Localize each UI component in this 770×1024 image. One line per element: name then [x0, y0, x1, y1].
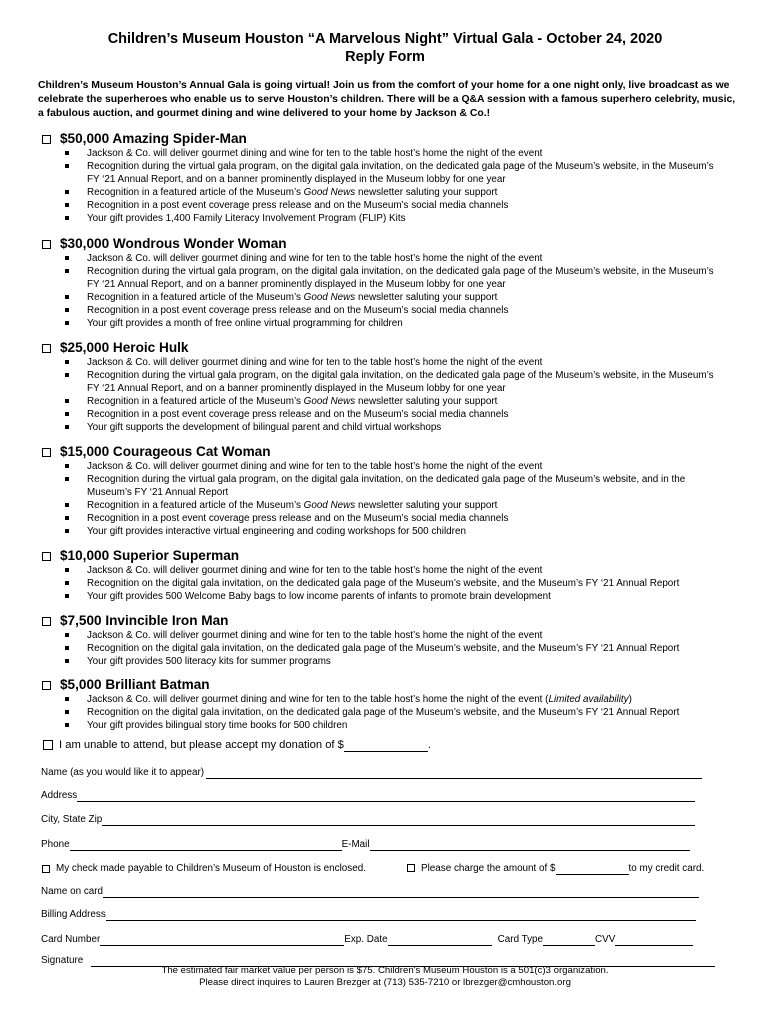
donation-checkbox[interactable]: [43, 740, 53, 750]
list-item: [40, 421, 727, 434]
tier-wonder-woman: [40, 236, 740, 330]
bullet-icon: [65, 190, 69, 194]
check-label: My check made payable to Children’s Museum of Houston is enclosed.: [56, 863, 366, 874]
tier-checkbox[interactable]: [42, 135, 51, 144]
charge-row: [407, 862, 704, 875]
benefit-text: Recognition in a featured article of the Museum’s: [87, 396, 304, 407]
address-field[interactable]: [77, 791, 695, 802]
list-item: [40, 199, 727, 212]
tier-spider-man: [40, 131, 740, 225]
benefit-text: Jackson & Co. will deliver gourmet dining and wine for ten to the table host’s home the night of the event (: [87, 694, 549, 705]
bullet-icon: [65, 425, 69, 429]
city-field[interactable]: [102, 815, 695, 826]
card-row: [41, 933, 693, 946]
benefit-text: Your gift provides 1,400 Family Literacy Involvement Program (FLIP) Kits: [87, 213, 406, 224]
bullet-icon: [65, 308, 69, 312]
name-label: Name (as you would like it to appear): [41, 767, 205, 778]
bullet-icon: [65, 503, 69, 507]
bullet-icon: [65, 464, 69, 468]
list-item: [40, 265, 727, 291]
benefit-text: Recognition during the virtual gala program, on the digital gala invitation, on the dedicated gala page of the Museum’s website, in the Museum’s FY ‘21 Annual Report, and on a banner prominently displayed in the Museum lobby for one year: [87, 161, 714, 185]
phone-label: Phone: [41, 839, 70, 850]
charge-label: Please charge the amount of $: [421, 863, 556, 874]
list-item: [40, 291, 727, 304]
benefit-text: Recognition during the virtual gala program, on the digital gala invitation, on the dedicated gala page of the Museum’s website, in the Museum’s FY ‘21 Annual Report, and on a banner prominently displayed in the Museum lobby for one year: [87, 370, 714, 394]
tier-label: $25,000 Heroic Hulk: [60, 340, 189, 355]
benefit-text: Recognition on the digital gala invitation, on the dedicated gala page of the Museum’s website, and the Museum’s FY ‘21 Annual Report: [87, 578, 680, 589]
tier-benefits-list: [40, 252, 740, 330]
tier-benefits-list: [40, 460, 740, 538]
benefit-text: Recognition in a featured article of the Museum’s: [87, 500, 304, 511]
list-item: [40, 317, 727, 330]
tier-label: $7,500 Invincible Iron Man: [60, 613, 229, 628]
list-item: [40, 186, 727, 199]
bullet-icon: [65, 659, 69, 663]
list-item: [40, 304, 727, 317]
benefit-text: Recognition on the digital gala invitation, on the dedicated gala page of the Museum’s website, and the Museum’s FY ‘21 Annual Report: [87, 707, 680, 718]
benefit-text: Recognition in a post event coverage press release and on the Museum’s social media channels: [87, 200, 509, 211]
bullet-icon: [65, 723, 69, 727]
name-row: [41, 766, 702, 779]
bullet-icon: [65, 256, 69, 260]
name-on-card-label: Name on card: [41, 886, 104, 897]
list-item: [40, 160, 727, 186]
list-item: [40, 564, 727, 577]
tier-checkbox[interactable]: [42, 552, 51, 561]
list-item: [40, 642, 727, 655]
benefit-text: Recognition during the virtual gala program, on the digital gala invitation, on the dedicated gala page of the Museum’s website, in the Museum’s FY ‘21 Annual Report, and on a banner prominently displayed in the Museum lobby for one year: [87, 266, 714, 290]
benefit-text: Your gift provides interactive virtual engineering and coding workshops for 500 children: [87, 526, 466, 537]
bullet-icon: [65, 321, 69, 325]
tier-label: $50,000 Amazing Spider-Man: [60, 131, 247, 146]
benefit-text: ): [628, 694, 632, 705]
tier-checkbox[interactable]: [42, 448, 51, 457]
donation-label: I am unable to attend, but please accept my donation of $: [59, 739, 344, 751]
newsletter-name: Good News: [303, 500, 356, 511]
charge-checkbox[interactable]: [407, 864, 415, 872]
phone-field[interactable]: [70, 840, 342, 851]
benefit-text: newsletter saluting your support: [355, 500, 498, 511]
exp-date-field[interactable]: [388, 935, 492, 946]
billing-row: [41, 908, 696, 921]
bullet-icon: [65, 477, 69, 481]
benefit-text: Recognition in a post event coverage press release and on the Museum’s social media channels: [87, 409, 509, 420]
card-type-label: Card Type: [497, 934, 544, 945]
check-checkbox[interactable]: [42, 865, 50, 873]
list-item: [40, 460, 727, 473]
list-item: [40, 719, 727, 732]
tier-benefits-list: [40, 564, 740, 603]
tier-benefits-list: [40, 356, 740, 434]
tier-cat-woman: [40, 444, 740, 538]
footer-note-2: Please direct inquires to Lauren Brezger at (713) 535-7210 or lbrezger@cmhouston.org: [199, 977, 571, 988]
bullet-icon: [65, 360, 69, 364]
newsletter-name: Good News: [303, 292, 356, 303]
charge-amount-field[interactable]: [556, 864, 629, 875]
bullet-icon: [65, 373, 69, 377]
bullet-icon: [65, 516, 69, 520]
tier-benefits-list: [40, 147, 740, 225]
city-label: City, State Zip: [41, 814, 103, 825]
benefit-text: Your gift supports the development of bilingual parent and child virtual workshops: [87, 422, 442, 433]
benefit-text: Recognition in a post event coverage press release and on the Museum’s social media channels: [87, 305, 509, 316]
benefit-text: Recognition on the digital gala invitation, on the dedicated gala page of the Museum’s website, and the Museum’s FY ‘21 Annual Report: [87, 643, 680, 654]
bullet-icon: [65, 164, 69, 168]
bullet-icon: [65, 412, 69, 416]
list-item: [40, 395, 727, 408]
benefit-text: Recognition during the virtual gala program, on the digital gala invitation, on the dedicated gala page of the Museum’s website, and in the Museum’s FY ‘21 Annual Report: [87, 474, 686, 498]
bullet-icon: [65, 295, 69, 299]
bullet-icon: [65, 646, 69, 650]
list-item: [40, 473, 727, 499]
list-item: [40, 512, 727, 525]
name-on-card-field[interactable]: [103, 887, 699, 898]
tier-label: $30,000 Wondrous Wonder Woman: [60, 236, 287, 251]
tier-hulk: [40, 340, 740, 434]
tier-checkbox[interactable]: [42, 617, 51, 626]
check-row: [42, 862, 366, 875]
list-item: [40, 525, 727, 538]
tier-superman: [40, 548, 740, 603]
benefit-text: Your gift provides a month of free online virtual programming for children: [87, 318, 403, 329]
benefit-text: Jackson & Co. will deliver gourmet dining and wine for ten to the table host’s home the night of the event: [87, 253, 543, 264]
tier-benefits-list: [40, 629, 740, 668]
benefit-text: newsletter saluting your support: [355, 292, 498, 303]
list-item: [40, 369, 727, 395]
bullet-icon: [65, 151, 69, 155]
card-type-field[interactable]: [543, 935, 595, 946]
list-item: [40, 499, 727, 512]
list-item: [40, 147, 727, 160]
form-title-line2: Reply Form: [345, 49, 425, 65]
bullet-icon: [65, 568, 69, 572]
list-item: [40, 408, 727, 421]
list-item: [40, 706, 727, 719]
list-item: [40, 212, 727, 225]
cvv-field[interactable]: [615, 935, 693, 946]
benefit-text: Recognition in a featured article of the Museum’s: [87, 187, 304, 198]
list-item: [40, 629, 727, 642]
benefit-text: Jackson & Co. will deliver gourmet dining and wine for ten to the table host’s home the night of the event: [87, 148, 543, 159]
bullet-icon: [65, 697, 69, 701]
exp-date-label: Exp. Date: [344, 934, 388, 945]
list-item: [40, 590, 727, 603]
card-number-field[interactable]: [100, 935, 344, 946]
bullet-icon: [65, 710, 69, 714]
charge-suffix: to my credit card.: [628, 863, 705, 874]
benefit-text: Jackson & Co. will deliver gourmet dining and wine for ten to the table host’s home the night of the event: [87, 565, 543, 576]
card-number-label: Card Number: [41, 934, 101, 945]
list-item: [40, 356, 727, 369]
benefit-text: Jackson & Co. will deliver gourmet dining and wine for ten to the table host’s home the night of the event: [87, 461, 543, 472]
phone-row: [41, 838, 690, 851]
address-label: Address: [41, 790, 78, 801]
billing-field[interactable]: [106, 910, 696, 921]
email-label: E-Mail: [341, 839, 370, 850]
benefit-text: Your gift provides 500 literacy kits for summer programs: [87, 656, 331, 667]
address-row: [41, 789, 695, 802]
email-field[interactable]: [370, 840, 690, 851]
benefit-text: Your gift provides 500 Welcome Baby bags to low income parents of infants to promote brain development: [87, 591, 551, 602]
bullet-icon: [65, 399, 69, 403]
list-item: [40, 577, 727, 590]
bullet-icon: [65, 581, 69, 585]
tier-batman: [40, 677, 740, 732]
city-row: [41, 813, 695, 826]
benefit-text: newsletter saluting your support: [355, 187, 498, 198]
intro-paragraph: Children’s Museum Houston’s Annual Gala is going virtual! Join us from the comfort of your home for a one night only, live broadcast as we celebrate the superheroes who enable us to serve Houston’s children. There will be a Q&A session with a famous superhero celebrity, music, a fabulous auction, and gourmet dining and wine delivered to your home by Jackson & Co.!: [38, 80, 736, 119]
newsletter-name: Good News: [303, 396, 356, 407]
newsletter-name: Good News: [303, 187, 356, 198]
cvv-label: CVV: [595, 934, 616, 945]
bullet-icon: [65, 594, 69, 598]
name-on-card-row: [41, 885, 699, 898]
bullet-icon: [65, 633, 69, 637]
tier-checkbox[interactable]: [42, 344, 51, 353]
benefit-text: Your gift provides bilingual story time books for 500 children: [87, 720, 348, 731]
donation-period: .: [427, 739, 431, 751]
tier-iron-man: [40, 613, 740, 668]
tier-benefits-list: [40, 693, 740, 732]
form-title-line1: Children’s Museum Houston “A Marvelous Night” Virtual Gala - October 24, 2020: [107, 31, 663, 47]
list-item: [40, 252, 727, 265]
list-item: [40, 693, 727, 706]
bullet-icon: [65, 216, 69, 220]
benefit-text: Jackson & Co. will deliver gourmet dining and wine for ten to the table host’s home the night of the event: [87, 357, 543, 368]
benefit-text: Recognition in a featured article of the Museum’s: [87, 292, 304, 303]
benefit-text: newsletter saluting your support: [355, 396, 498, 407]
bullet-icon: [65, 269, 69, 273]
tier-label: $5,000 Brilliant Batman: [60, 677, 210, 692]
donation-amount-field[interactable]: [344, 740, 428, 752]
bullet-icon: [65, 203, 69, 207]
name-field[interactable]: [206, 768, 702, 779]
donation-row: [41, 738, 431, 752]
tier-checkbox[interactable]: [42, 240, 51, 249]
footer-note-1: The estimated fair market value per person is $75. Children's Museum Houston is a 501(c)3 organization.: [161, 965, 609, 976]
signature-label: Signature: [41, 955, 84, 966]
benefit-text: Jackson & Co. will deliver gourmet dining and wine for ten to the table host’s home the night of the event: [87, 630, 543, 641]
availability-note: Limited availability: [548, 694, 629, 705]
benefit-text: Recognition in a post event coverage press release and on the Museum’s social media channels: [87, 513, 509, 524]
tier-label: $10,000 Superior Superman: [60, 548, 240, 563]
list-item: [40, 655, 727, 668]
bullet-icon: [65, 529, 69, 533]
tier-checkbox[interactable]: [42, 681, 51, 690]
billing-label: Billing Address: [41, 909, 106, 920]
tier-label: $15,000 Courageous Cat Woman: [60, 444, 271, 459]
